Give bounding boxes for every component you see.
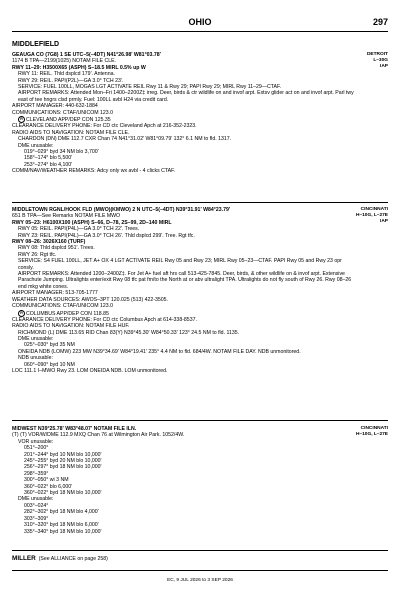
weather-sources: WEATHER DATA SOURCES: AWOS–3PT 120.025 (513) 422-3505. [12, 296, 168, 303]
restriction-line: 003°–024° [24, 502, 49, 509]
section-divider [12, 550, 388, 551]
runway-end-line: RWY 05: REIL. PAPI(P4L)—GA 3.0° TCH 22′. Trees. [18, 226, 140, 233]
airport-name-line: GEAUGA CO (7G8) 1 SE UTC–5(–4DT) N41°26.98′ W81°03.78′ [12, 52, 161, 58]
chart-refs [356, 207, 388, 225]
runway-end-line: RWY 11: REIL. Thld dsplcd 179′. Antenna. [18, 71, 115, 78]
runway-line: RWY 11–29: H3500X65 (ASPH) S–18.5 MIRL 0.5% up W [12, 64, 146, 71]
footer-rule [12, 570, 388, 571]
restriction-line: 245°–255° byd 20 NM blo 10,000′ [24, 458, 102, 465]
chart-ref-iap: IAP [380, 219, 388, 224]
restriction-line: 310°–320° byd 18 NM blo 6,000′ [24, 522, 99, 529]
section-divider [12, 420, 388, 421]
restriction-line: 025°–030° byd 35 NM [24, 342, 75, 349]
airport-manager: AIRPORT MANAGER: 513-705-1777 [12, 290, 98, 297]
radio-aids: RADIO AIDS TO NAVIGATION: NOTAM FILE HUF. [12, 323, 130, 330]
service-line: SERVICE: FUEL 100LL, MOGAS LGT ACTIVATE REIL Rwy 11 & Rwy 29; PAPI Rwy 29; MIRL Rwy 11–29—CTAF. [18, 84, 282, 91]
effective-dates: EC, 9 JUL 2026 to 3 SEP 2026 [167, 578, 233, 583]
state-title: OHIO [188, 17, 212, 27]
header-rule [12, 31, 388, 32]
restriction-line: 201°–244° byd 10 NM blo 10,000′ [24, 451, 102, 458]
cross-reference-miller [12, 556, 388, 562]
localizer-line: LOC 111.1 I–MWO Rwy 23. LOM ONEIDA NDB. LOM unmonitored. [12, 368, 168, 375]
navaid-name-line: MIDWEST N39°25.78′ W83°48.07′ NOTAM FILE ILN. [12, 426, 137, 432]
runway-end-line: RWY 23: REIL. PAPI(P4L)—GA 3.0° TCH 26′. Thld dsplcd 299′. Tree. Rgt tfc. [18, 232, 195, 239]
clearance-delivery: CLEARANCE DELIVERY PHONE: For CD ctc Cleveland Apch at 216-352-2323. [12, 123, 197, 130]
runway-end-line: RWY 29: REIL. PAPI(P2L)—GA 3.0° TCH 23′. [18, 77, 124, 84]
chart-ref-low: L–30G [373, 58, 388, 63]
airport-name-line: MIDDLETOWN RGNL/HOOK FLD (MWO)(KMWO) 2 N UTC–5(–4DT) N39°31.91′ W84°23.79′ [12, 207, 231, 213]
restriction-line: 360°–022° blo 6,000′ [24, 483, 73, 490]
restriction-line: 256°–297° byd 18 NM blo 10,000′ [24, 464, 102, 471]
restriction-line: 253°–274° blo 4,100′ [24, 161, 73, 168]
vor-unusable: VOR unusable: [18, 438, 54, 445]
elevation-line: 1174 B TPA—2199(1025) NOTAM FILE CLE. [12, 58, 116, 65]
chart-ref-region: CINCINNATI [360, 207, 388, 212]
page-header [12, 16, 388, 30]
navaid-entry-midwest [12, 426, 388, 535]
airport-manager: AIRPORT MANAGER: 440-632-1884 [12, 103, 98, 110]
runway-line: RWY 05–23: H6100X100 (ASPH) S–66, D–78, 2S–99, 2D–140 MIRL [12, 219, 172, 226]
ndb-line: ONEIDA NDB (LOMW) 223 MW N39°34.69′ W84°19.41′ 235° 4.4 NM to fld. 684/4W. NOTAM FILE DAY. NDB unmonitored. [18, 348, 301, 355]
airport-remarks: AIRPORT REMARKS: Attended Mon–Fri 1400–2200Z‡ irreg. Deer, birds & ctr wildlife on and invof arpt. Extsv glider act on and invof arpt. Parl twy east of tee hngrs clsd prmly. Fuel: 100LL avbl H24 via credit card. [18, 90, 354, 103]
navaid-line: CHARDON (DN) DME 112.7 CXR Chan 74 N41°31.02′ W81°09.79′ 132° 6.1 NM to fld. 1317. [18, 136, 232, 143]
airport-remarks: AIRPORT REMARKS: Attended 1200–2400Z‡. For Jet A+ fuel aft hrs call 513-425-7845. Deer, birds, & other wildlife on & invof arpt. Extensive Parachute Jumping. Ultralights enter/exit Rwy 08 tfc pat fm/to the North at or abv ultralight TPA. Ultralights do not fly south of Rwy 26. Rwy 08–26 end mkg white cones. [18, 271, 352, 290]
runway-line: RWY 08–26: 3026X160 (TURF) [12, 239, 86, 246]
chart-ref-enroute: H–10G, L–27E [356, 432, 388, 437]
vor-line: (T) (T) VOR/W/DME 112.9 MXQ Chan 76 at Wilmington Air Park. 1052/4W. [12, 432, 185, 439]
page-number: 297 [372, 17, 388, 27]
restriction-line: 360°–022° byd 18 NM blo 10,000′ [24, 490, 102, 497]
dme-unusable: DME unusable: [18, 496, 54, 503]
dme-unusable: DME unusable: [18, 336, 54, 342]
chart-ref-region: CINCINNATI [360, 426, 388, 431]
city-heading-miller: MILLER [12, 555, 36, 562]
approach-control: R COLUMBUS APP/DEP CON 118.85 [12, 310, 388, 317]
ndb-unusable: NDB unusable: [18, 355, 53, 362]
restriction-line: 298°–359° [24, 470, 49, 477]
comm-nav-remarks: COMM/NAV/WEATHER REMARKS: Adcy only wx avbl - 4 clicks CTAF. [12, 168, 176, 175]
clearance-delivery: CLEARANCE DELIVERY PHONE: For CD ctc Columbus Apch at 614-338-8537. [12, 316, 197, 323]
service-line: SERVICE: S4 FUEL 100LL, JET A+ OX 4 LGT ACTIVATE REIL Rwy 05 and Rwy 23; MIRL Rwy 05–23—CTAF. PAPI Rwy 05 and Rwy 23 opr consly. [18, 258, 342, 271]
city-heading-middlefield: MIDDLEFIELD [12, 41, 60, 48]
see-reference: (See ALLIANCE on page 258) [38, 556, 108, 562]
runway-end-line: RWY 26: Rgt tfc. [18, 251, 57, 258]
restriction-line: 019°–029° byd 34 NM blo 3,700′ [24, 148, 99, 155]
chart-ref-enroute: H–10G, L–27E [356, 213, 388, 218]
restriction-line: 060°–090° byd 10 NM [24, 361, 75, 368]
radio-aids: RADIO AIDS TO NAVIGATION: NOTAM FILE CLE. [12, 129, 130, 136]
navaid-line: RICHMOND (L) DME 113.65 RID Chan 83(Y) N39°45.30′ W84°50.33′ 123° 24.5 NM to fld. 1135. [18, 329, 240, 336]
r-circle-icon: R [18, 310, 25, 317]
approach-control: R CLEVELAND APP/DEP CON 125.35 [12, 116, 388, 123]
restriction-line: 335°–340° byd 18 NM blo 10,000′ [24, 528, 102, 535]
chart-ref-region: DETROIT [366, 52, 388, 57]
section-divider [12, 202, 388, 203]
restriction-line: 300°–050° wi 3 NM [24, 477, 69, 484]
communications: COMMUNICATIONS: CTAF/UNICOM 123.0 [12, 303, 113, 310]
r-circle-icon: R [18, 116, 25, 123]
chart-refs [356, 426, 388, 438]
restriction-line: 051°–200° [24, 445, 49, 452]
airport-entry-middletown [12, 207, 388, 374]
airport-entry-geauga [12, 52, 388, 175]
runway-end-line: RWY 08: Thld dsplcd 951′. Trees. [18, 245, 95, 252]
elevation-line: 651 B TPA—See Remarks NOTAM FILE MWO [12, 213, 121, 220]
restriction-line: 303°–309° [24, 515, 49, 522]
dme-unusable: DME unusable: [18, 142, 54, 149]
restriction-line: 282°–302° byd 18 NM blo 4,000′ [24, 509, 99, 516]
communications: COMMUNICATIONS: CTAF/UNICOM 123.0 [12, 109, 113, 116]
chart-ref-iap: IAP [380, 64, 388, 69]
chart-refs [367, 52, 388, 70]
restriction-line: 158°–174° blo 5,500′ [24, 155, 73, 162]
